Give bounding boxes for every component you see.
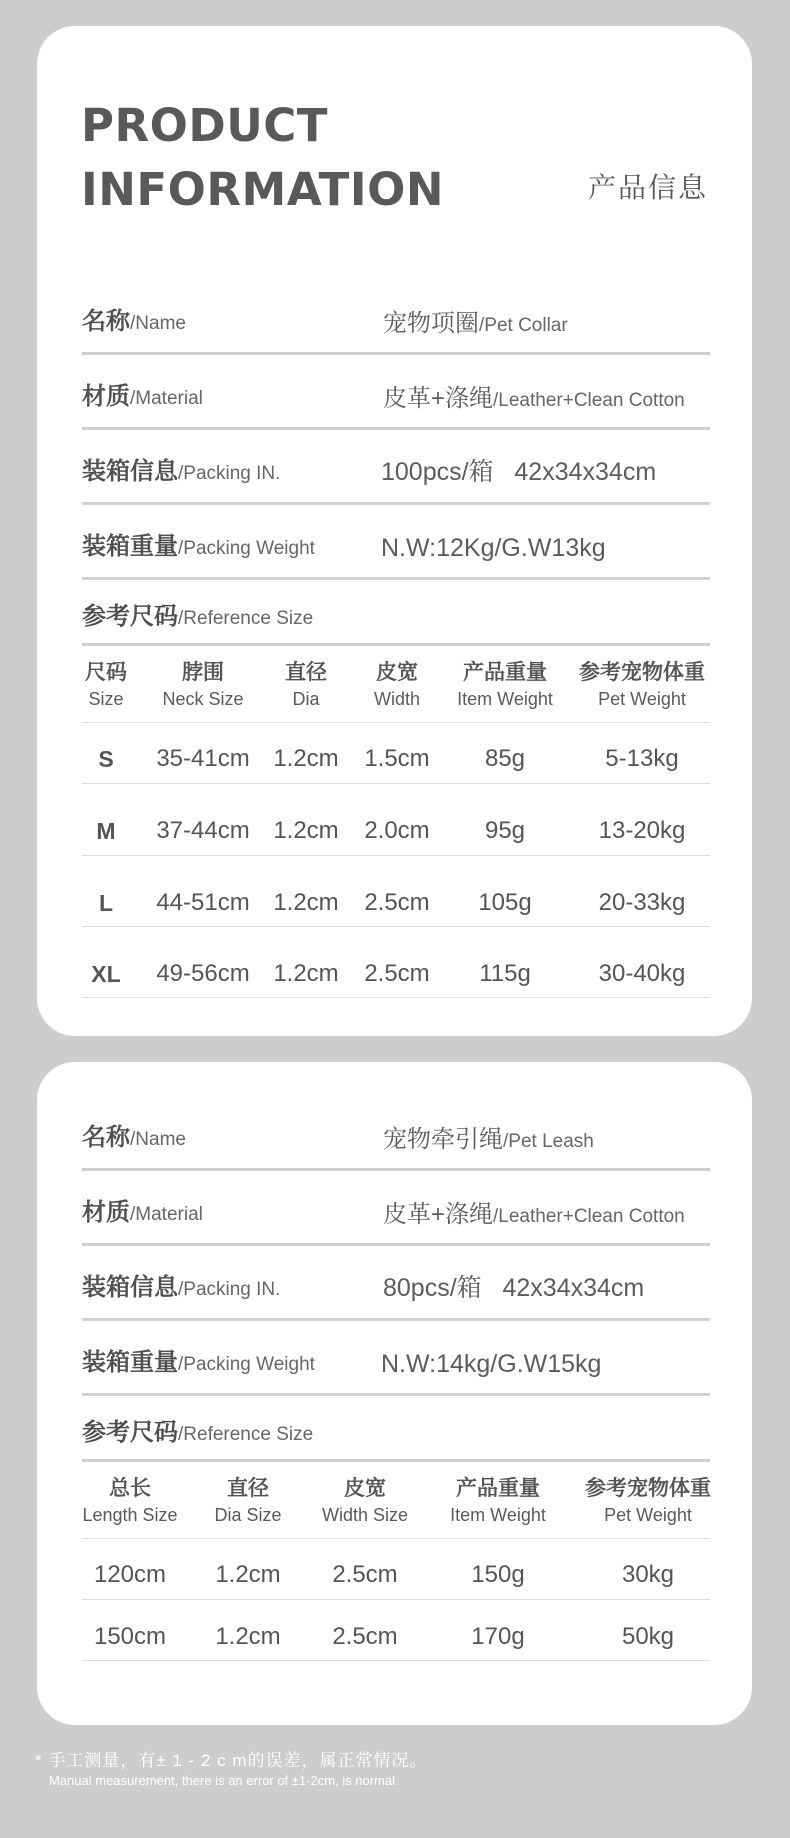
cell-pet-weight: 5-13kg xyxy=(605,745,679,772)
header-dia-cn: 直径 xyxy=(285,661,327,684)
collar-info-card xyxy=(37,26,752,1036)
packing-label xyxy=(82,1267,280,1302)
weight-label xyxy=(82,1342,315,1377)
collar-packing-row xyxy=(82,430,710,505)
title-line-information: INFORMATION xyxy=(81,163,445,216)
page-title-cn: 产品信息 xyxy=(587,172,708,203)
collar-weight-row xyxy=(82,505,710,580)
weight-label-cn: 装箱重量 xyxy=(82,1349,178,1376)
cell-neck-size: 44-51cm xyxy=(156,889,250,916)
packing-value: 80pcs/箱 42x34x34cm xyxy=(383,1274,645,1302)
material-label-en: /Material xyxy=(130,1204,203,1225)
cell-width: 2.5cm xyxy=(364,889,430,916)
name-label-en: /Name xyxy=(130,313,186,334)
material-label xyxy=(82,376,203,411)
header-width-size xyxy=(322,1476,408,1529)
header-item-weight-en: Item Weight xyxy=(450,1505,546,1525)
cell-width: 2.5cm xyxy=(364,960,430,987)
material-label-cn: 材质 xyxy=(82,383,130,410)
page-title xyxy=(81,94,444,222)
packing-label-cn: 装箱信息 xyxy=(82,1274,178,1301)
header-dia-size-en: Dia Size xyxy=(214,1505,282,1525)
table-header xyxy=(82,1462,710,1539)
reference-label-cn: 参考尺码 xyxy=(82,1419,178,1446)
cell-dia: 1.2cm xyxy=(273,817,339,844)
header-pet-weight-en: Pet Weight xyxy=(598,689,686,709)
header-size xyxy=(85,660,127,713)
header-dia-size-cn: 直径 xyxy=(227,1477,269,1500)
header-dia-en: Dia xyxy=(292,689,320,709)
footnote-cn: * 手工测量，有± 1 - 2 c m的误差，属正常情况。 xyxy=(35,1751,428,1770)
leash-size-table xyxy=(82,1462,710,1661)
cell-item-weight: 85g xyxy=(484,745,526,772)
leash-reference-size-heading xyxy=(82,1410,710,1462)
header-length-size-en: Length Size xyxy=(82,1505,178,1525)
collar-reference-size-heading xyxy=(82,594,710,646)
leash-name-row xyxy=(82,1096,710,1171)
header-item-weight-cn: 产品重量 xyxy=(463,661,547,684)
header-dia-size xyxy=(214,1476,281,1529)
header-length-size xyxy=(82,1476,177,1529)
footnote-en: Manual measurement, there is an error of ±1-2cm, is normal. xyxy=(49,1773,399,1788)
leash-weight-row xyxy=(82,1321,710,1396)
material-value-en: /Leather+Clean Cotton xyxy=(493,1206,685,1227)
cell-size: S xyxy=(98,746,114,772)
packing-label-en: /Packing IN. xyxy=(178,1279,281,1300)
name-label-cn: 名称 xyxy=(82,308,130,335)
cell-dia: 1.2cm xyxy=(273,745,339,772)
cell-item-weight: 115g xyxy=(479,960,531,987)
weight-label-cn: 装箱重量 xyxy=(82,533,178,560)
cell-width: 1.5cm xyxy=(364,745,430,772)
leash-material-row xyxy=(82,1171,710,1246)
header-pet-weight xyxy=(579,660,705,713)
weight-value: N.W:14kg/G.W15kg xyxy=(381,1350,602,1378)
cell-width-size: 2.5cm xyxy=(332,1623,398,1650)
header-pet-weight-cn: 参考宠物体重 xyxy=(585,1477,711,1500)
header-width-en: Width xyxy=(373,689,421,709)
table-header xyxy=(82,646,710,723)
reference-label xyxy=(82,596,313,631)
collar-name-row xyxy=(82,280,710,355)
name-label-en: /Name xyxy=(130,1129,186,1150)
name-value-cn: 宠物牵引绳 xyxy=(383,1126,503,1153)
name-value xyxy=(383,303,568,338)
header-dia xyxy=(285,660,327,713)
header-size-en: Size xyxy=(88,689,124,709)
cell-pet-weight: 13-20kg xyxy=(598,817,686,844)
header-size-cn: 尺码 xyxy=(85,661,127,684)
weight-label xyxy=(82,526,315,561)
name-label xyxy=(82,1117,186,1152)
table-row xyxy=(82,927,710,998)
name-value xyxy=(383,1119,594,1154)
weight-value: N.W:12Kg/G.W13kg xyxy=(381,534,606,562)
name-value-en: /Pet Collar xyxy=(479,315,568,336)
cell-item-weight: 170g xyxy=(471,1623,525,1650)
header-pet-weight-en: Pet Weight xyxy=(604,1505,692,1525)
cell-size: M xyxy=(96,818,116,844)
reference-label xyxy=(82,1412,313,1447)
cell-length-size: 120cm xyxy=(93,1561,167,1588)
cell-pet-weight: 30kg xyxy=(621,1561,675,1588)
material-value-cn: 皮革+涤绳 xyxy=(383,385,494,412)
packing-label xyxy=(82,451,280,486)
cell-neck-size: 49-56cm xyxy=(156,960,250,987)
cell-length-size: 150cm xyxy=(93,1623,167,1650)
cell-width-size: 2.5cm xyxy=(332,1561,398,1588)
header-item-weight xyxy=(457,660,553,713)
reference-label-en: /Reference Size xyxy=(178,1424,314,1445)
header-width-cn: 皮宽 xyxy=(375,661,418,684)
collar-material-row xyxy=(82,355,710,430)
packing-label-cn: 装箱信息 xyxy=(82,458,178,485)
name-label-cn: 名称 xyxy=(82,1124,130,1151)
material-value xyxy=(383,378,685,413)
table-row xyxy=(82,723,710,784)
header-length-size-cn: 总长 xyxy=(108,1477,151,1500)
cell-item-weight: 95g xyxy=(484,817,526,844)
packing-value: 100pcs/箱 42x34x34cm xyxy=(381,458,657,486)
header-neck-size xyxy=(162,660,243,713)
header-neck-size-cn: 脖围 xyxy=(182,661,224,684)
cell-dia: 1.2cm xyxy=(273,960,339,987)
cell-neck-size: 37-44cm xyxy=(156,817,250,844)
name-value-en: /Pet Leash xyxy=(503,1131,594,1152)
material-value-en: /Leather+Clean Cotton xyxy=(493,390,685,411)
cell-size: L xyxy=(98,890,114,916)
cell-dia-size: 1.2cm xyxy=(215,1561,281,1588)
material-value xyxy=(383,1194,685,1229)
header-width-size-cn: 皮宽 xyxy=(344,1477,386,1500)
cell-dia-size: 1.2cm xyxy=(215,1623,281,1650)
name-value-cn: 宠物项圈 xyxy=(383,310,479,337)
header-width xyxy=(374,660,420,713)
header-pet-weight-cn: 参考宠物体重 xyxy=(579,661,705,684)
table-row xyxy=(82,784,710,856)
material-value-cn: 皮革+涤绳 xyxy=(383,1201,494,1228)
cell-width: 2.0cm xyxy=(364,817,430,844)
header-item-weight xyxy=(450,1476,546,1529)
cell-dia: 1.2cm xyxy=(273,889,339,916)
cell-pet-weight: 20-33kg xyxy=(598,889,686,916)
material-label-cn: 材质 xyxy=(82,1199,130,1226)
cell-size: XL xyxy=(91,961,121,987)
title-line-product: PRODUCT xyxy=(81,99,329,152)
leash-packing-row xyxy=(82,1246,710,1321)
cell-neck-size: 35-41cm xyxy=(156,745,250,772)
table-row xyxy=(82,1539,710,1600)
reference-label-cn: 参考尺码 xyxy=(82,603,178,630)
packing-label-en: /Packing IN. xyxy=(178,463,281,484)
weight-label-en: /Packing Weight xyxy=(178,1354,315,1375)
header-pet-weight xyxy=(585,1476,711,1529)
cell-pet-weight: 30-40kg xyxy=(598,960,686,987)
material-label xyxy=(82,1192,203,1227)
header-neck-size-en: Neck Size xyxy=(162,689,244,709)
reference-label-en: /Reference Size xyxy=(178,608,314,629)
cell-pet-weight: 50kg xyxy=(621,1623,675,1650)
weight-label-en: /Packing Weight xyxy=(178,538,315,559)
cell-item-weight: 105g xyxy=(478,889,532,916)
table-row xyxy=(82,856,710,927)
name-label xyxy=(82,301,186,336)
material-label-en: /Material xyxy=(130,388,203,409)
header-item-weight-en: Item Weight xyxy=(457,689,553,709)
header-width-size-en: Width Size xyxy=(321,1505,409,1525)
header-item-weight-cn: 产品重量 xyxy=(456,1477,540,1500)
cell-item-weight: 150g xyxy=(471,1561,525,1588)
leash-info-card xyxy=(37,1062,752,1725)
table-row xyxy=(82,1600,710,1661)
collar-size-table xyxy=(82,646,710,998)
